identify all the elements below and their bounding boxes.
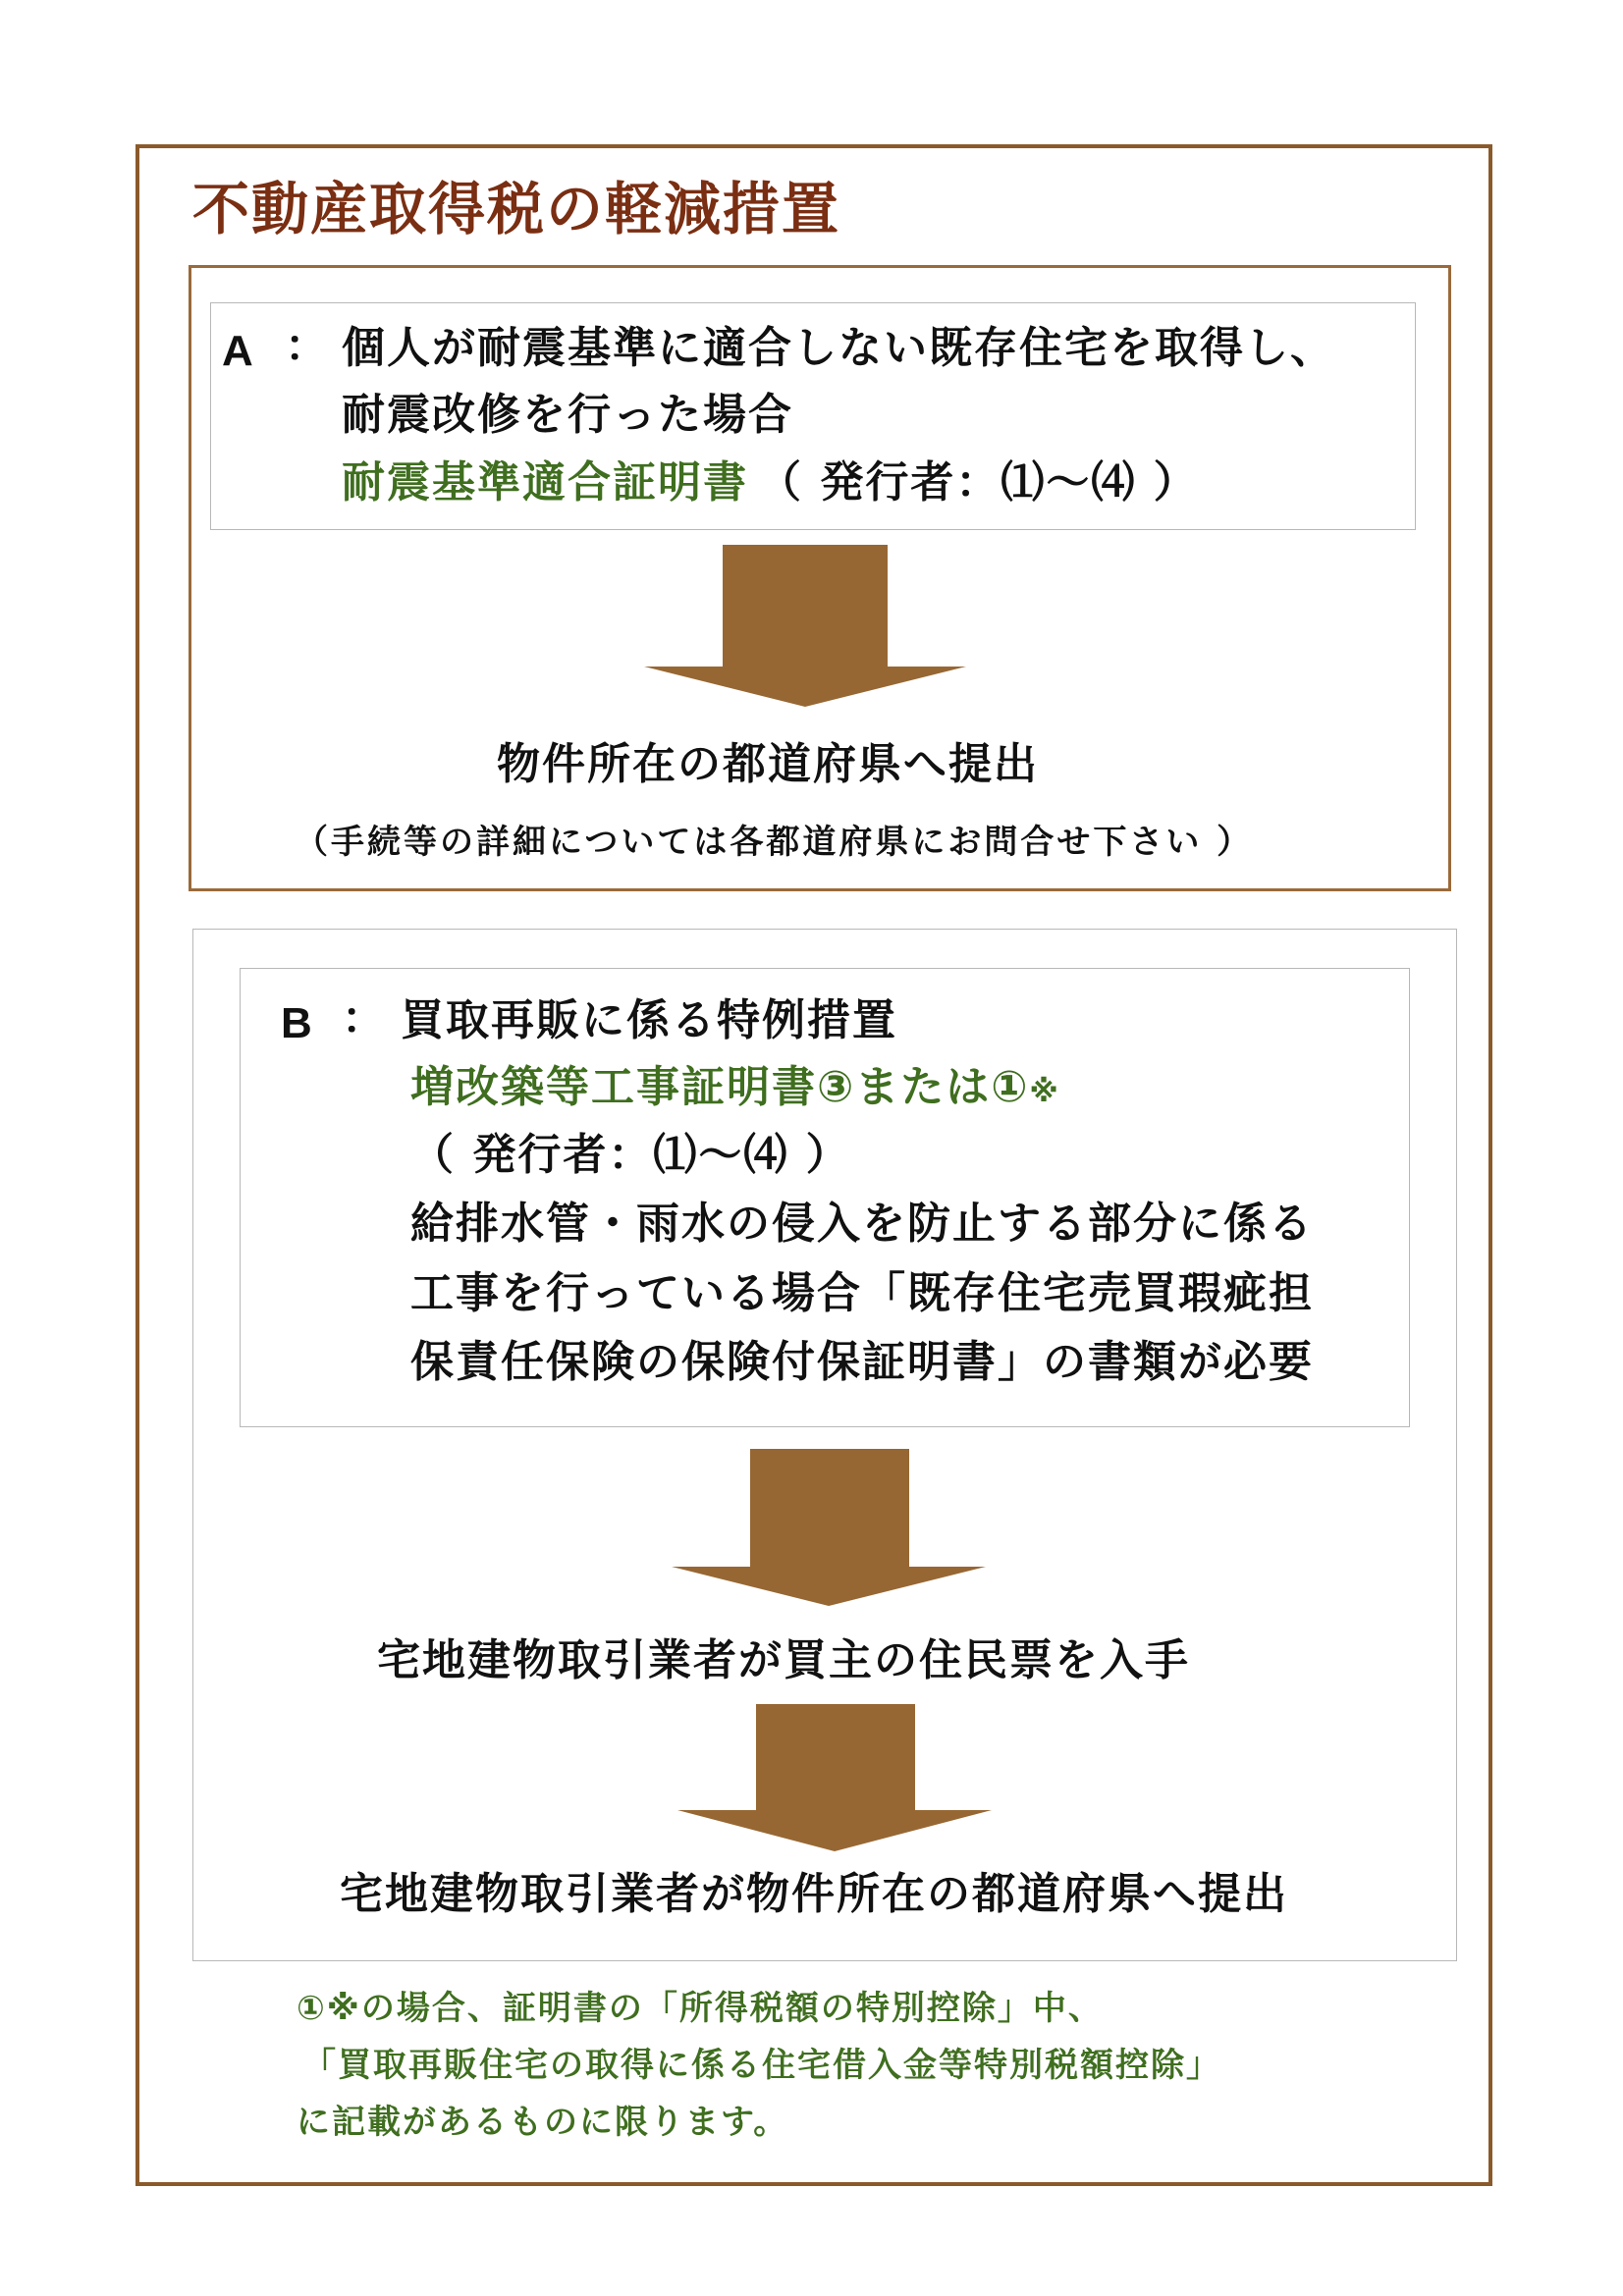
section-b-issuer: （ 発行者：⑴～⑷ ）	[410, 1130, 851, 1180]
section-a-step1: 物件所在の都道府県へ提出	[497, 739, 1039, 789]
section-a-label: A	[222, 327, 253, 375]
footnote-line2: 「買取再販住宅の取得に係る住宅借入金等特別税額控除」	[302, 2046, 1221, 2085]
section-a-colon: ：	[285, 321, 330, 371]
section-a-line2: 耐震改修を行った場合	[342, 390, 793, 440]
section-a-certificate: 耐震基準適合証明書	[342, 457, 748, 507]
section-b-certificate-row	[410, 1062, 1058, 1112]
section-b-heading: 買取再販に係る特例措置	[401, 995, 897, 1045]
section-b-step2: 宅地建物取引業者が物件所在の都道府県へ提出	[340, 1869, 1288, 1919]
page-title: 不動産取得税の軽減措置	[192, 176, 841, 242]
section-a-issuer: （ 発行者：⑴～⑷ ）	[758, 457, 1199, 507]
section-b-line2: 工事を行っている場合「既存住宅売買瑕疵担	[410, 1268, 1314, 1318]
footnote-line1: ①※の場合、証明書の「所得税額の特別控除」中、	[297, 1989, 1104, 2028]
section-b-colon: ：	[342, 993, 387, 1043]
arrow-down-icon	[628, 545, 982, 707]
section-b-certificate: 増改築等工事証明書③または①	[410, 1062, 1030, 1112]
section-a-step1-note: （手続等の詳細については各都道府県にお問合せ下さい ）	[295, 823, 1254, 862]
section-b-line1: 給排水管・雨水の侵入を防止する部分に係る	[410, 1199, 1314, 1249]
section-b-line3: 保責任保険の保険付保証明書」の書類が必要	[410, 1337, 1314, 1387]
arrow-down-icon	[652, 1449, 1005, 1606]
arrow-down-icon	[668, 1704, 1001, 1851]
section-b-step1: 宅地建物取引業者が買主の住民票を入手	[377, 1635, 1190, 1685]
section-a-certificate-row	[342, 457, 1199, 507]
footnote-line3: に記載があるものに限ります。	[297, 2103, 789, 2142]
section-a-line1: 個人が耐震基準に適合しない既存住宅を取得し、	[342, 323, 1335, 373]
section-b-label: B	[281, 999, 312, 1047]
section-b-certificate-mark: ※	[1029, 1075, 1058, 1109]
